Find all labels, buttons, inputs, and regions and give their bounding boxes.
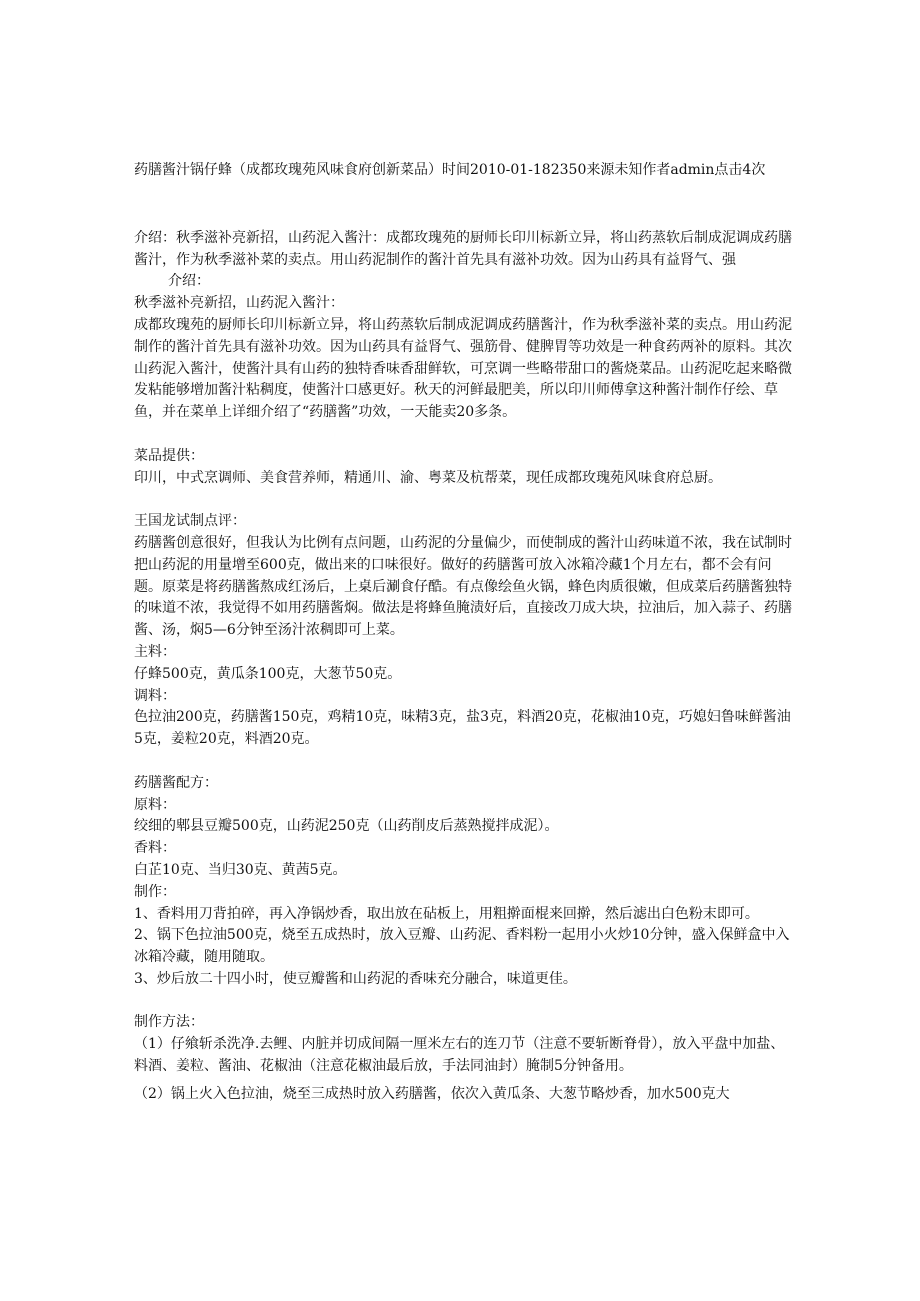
main-ingredients-text: 仔蜂500克，黄瓜条100克，大葱节50克。 (134, 665, 402, 682)
spacer (134, 182, 792, 228)
method-label: 制作方法： (134, 1014, 204, 1031)
document-page (134, 160, 792, 1106)
spices-text: 白芷10克、当归30克、黄茜5克。 (134, 861, 347, 878)
intro-label: 介绍： (168, 273, 210, 290)
intro-summary: 介绍：秋季滋补亮新招，山药泥入酱汁：成都玫瑰苑的厨师长印川标新立异，将山药蒸软后制成泥调成药膳酱汁，作为秋季滋补菜的卖点。用山药泥制作的酱汁首先具有滋补功效。因为山药具有益肾气、强 (134, 229, 792, 268)
main-ingredients-label: 主料： (134, 643, 176, 660)
provider-text: 印川，中式烹调师、美食营养师，精通川、渝、粤菜及杭帮菜，现任成都玫瑰苑风味食府总厨。 (134, 469, 722, 486)
raw-materials-label: 原料： (134, 796, 176, 813)
review-text: 药膳酱创意很好，但我认为比例有点问题，山药泥的分量偏少，而使制成的酱汁山药味道不浓，我在试制时把山药泥的用量增至600克，做出来的口味很好。做好的药膳酱可放入冰箱冷藏1个月左右，都不会有问题。原菜是将药膳酱熬成红汤后，上桌后涮食仔酷。有点像绘鱼火锅，蜂色肉质很嫩，但成菜后药膳酱独特的味道不浓，我觉得不如用药膳酱焖。做法是将蜂鱼腌渍好后，直接改刀成大块，拉油后，加入蒜子、药膳酱、汤，焖5—6分钟至汤汁浓稠即可上菜。 (134, 534, 792, 639)
seasoning-label: 调料： (134, 687, 176, 704)
spacer (134, 751, 792, 773)
preparation-step: 2、锅下色拉油500克，烧至五成热时，放入豆瓣、山药泥、香料粉一起用小火炒10分钟，盛入保鲜盒中入冰箱冷藏，随用随取。 (134, 927, 790, 966)
provider-label: 菜品提供： (134, 447, 204, 464)
review-label: 王国龙试制点评： (134, 513, 246, 530)
spices-label: 香料： (134, 840, 176, 857)
preparation-label: 制作： (134, 883, 176, 900)
raw-materials-text: 绞细的郫县豆瓣500克，山药泥250克（山药削皮后蒸熟搅拌成泥）。 (134, 818, 559, 835)
spacer (134, 424, 792, 446)
preparation-step: 3、炒后放二十四小时，使豆瓣酱和山药泥的香味充分融合，味道更佳。 (134, 970, 577, 987)
method-step: （2）锅上火入色拉油，烧至三成热时放入药膳酱，依次入黄瓜条、大葱节略炒香，加水500克大 (134, 1085, 730, 1102)
seasoning-text: 色拉油200克，药膳酱150克，鸡精10克，味精3克，盐3克，料酒20克，花椒油10克，巧媳妇鲁味鲜酱油5克，姜粒20克，料酒20克。 (134, 709, 791, 748)
article-title: 药膳酱汁锅仔蜂（成都玫瑰苑风味食府创新菜品）时间2010-01-182350来源未知作者admin点击4次 (134, 162, 766, 178)
sauce-recipe-label: 药膳酱配方： (134, 774, 218, 791)
preparation-step: 1、香料用刀背拍碎，再入净锅炒香，取出放在砧板上，用粗擀面棍来回擀，然后滤出白色粉末即可。 (134, 905, 759, 922)
spacer (134, 489, 792, 511)
intro-headline: 秋季滋补亮新招，山药泥入酱汁： (134, 295, 344, 312)
intro-body: 成都玫瑰苑的厨师长印川标新立异，将山药蒸软后制成泥调成药膳酱汁，作为秋季滋补菜的卖点。用山药泥制作的酱汁首先具有滋补功效。因为山药具有益肾气、强筋骨、健脾胃等功效是一种食药两补的原料。其次山药泥入酱汁，使酱汁具有山药的独特香味香甜鲜软，可烹调一些略带甜口的酱烧菜品。山药泥吃起来略微发粘能够增加酱汁粘稠度，使酱汁口感更好。秋天的河鲜最肥美，所以印川师傅拿这种酱汁制作仔绘、草鱼，并在菜单上详细介绍了“药膳酱”功效，一天能卖20多条。 (134, 316, 792, 421)
method-step: （1）仔飨斩杀洗净.去鲤、内脏并切成间隔一厘米左右的连刀节（注意不要斩断脊骨），放入平盘中加盐、料酒、姜粒、酱油、花椒油（注意花椒油最后放，手法同油封）腌制5分钟备用。 (134, 1036, 785, 1075)
spacer (134, 991, 792, 1013)
